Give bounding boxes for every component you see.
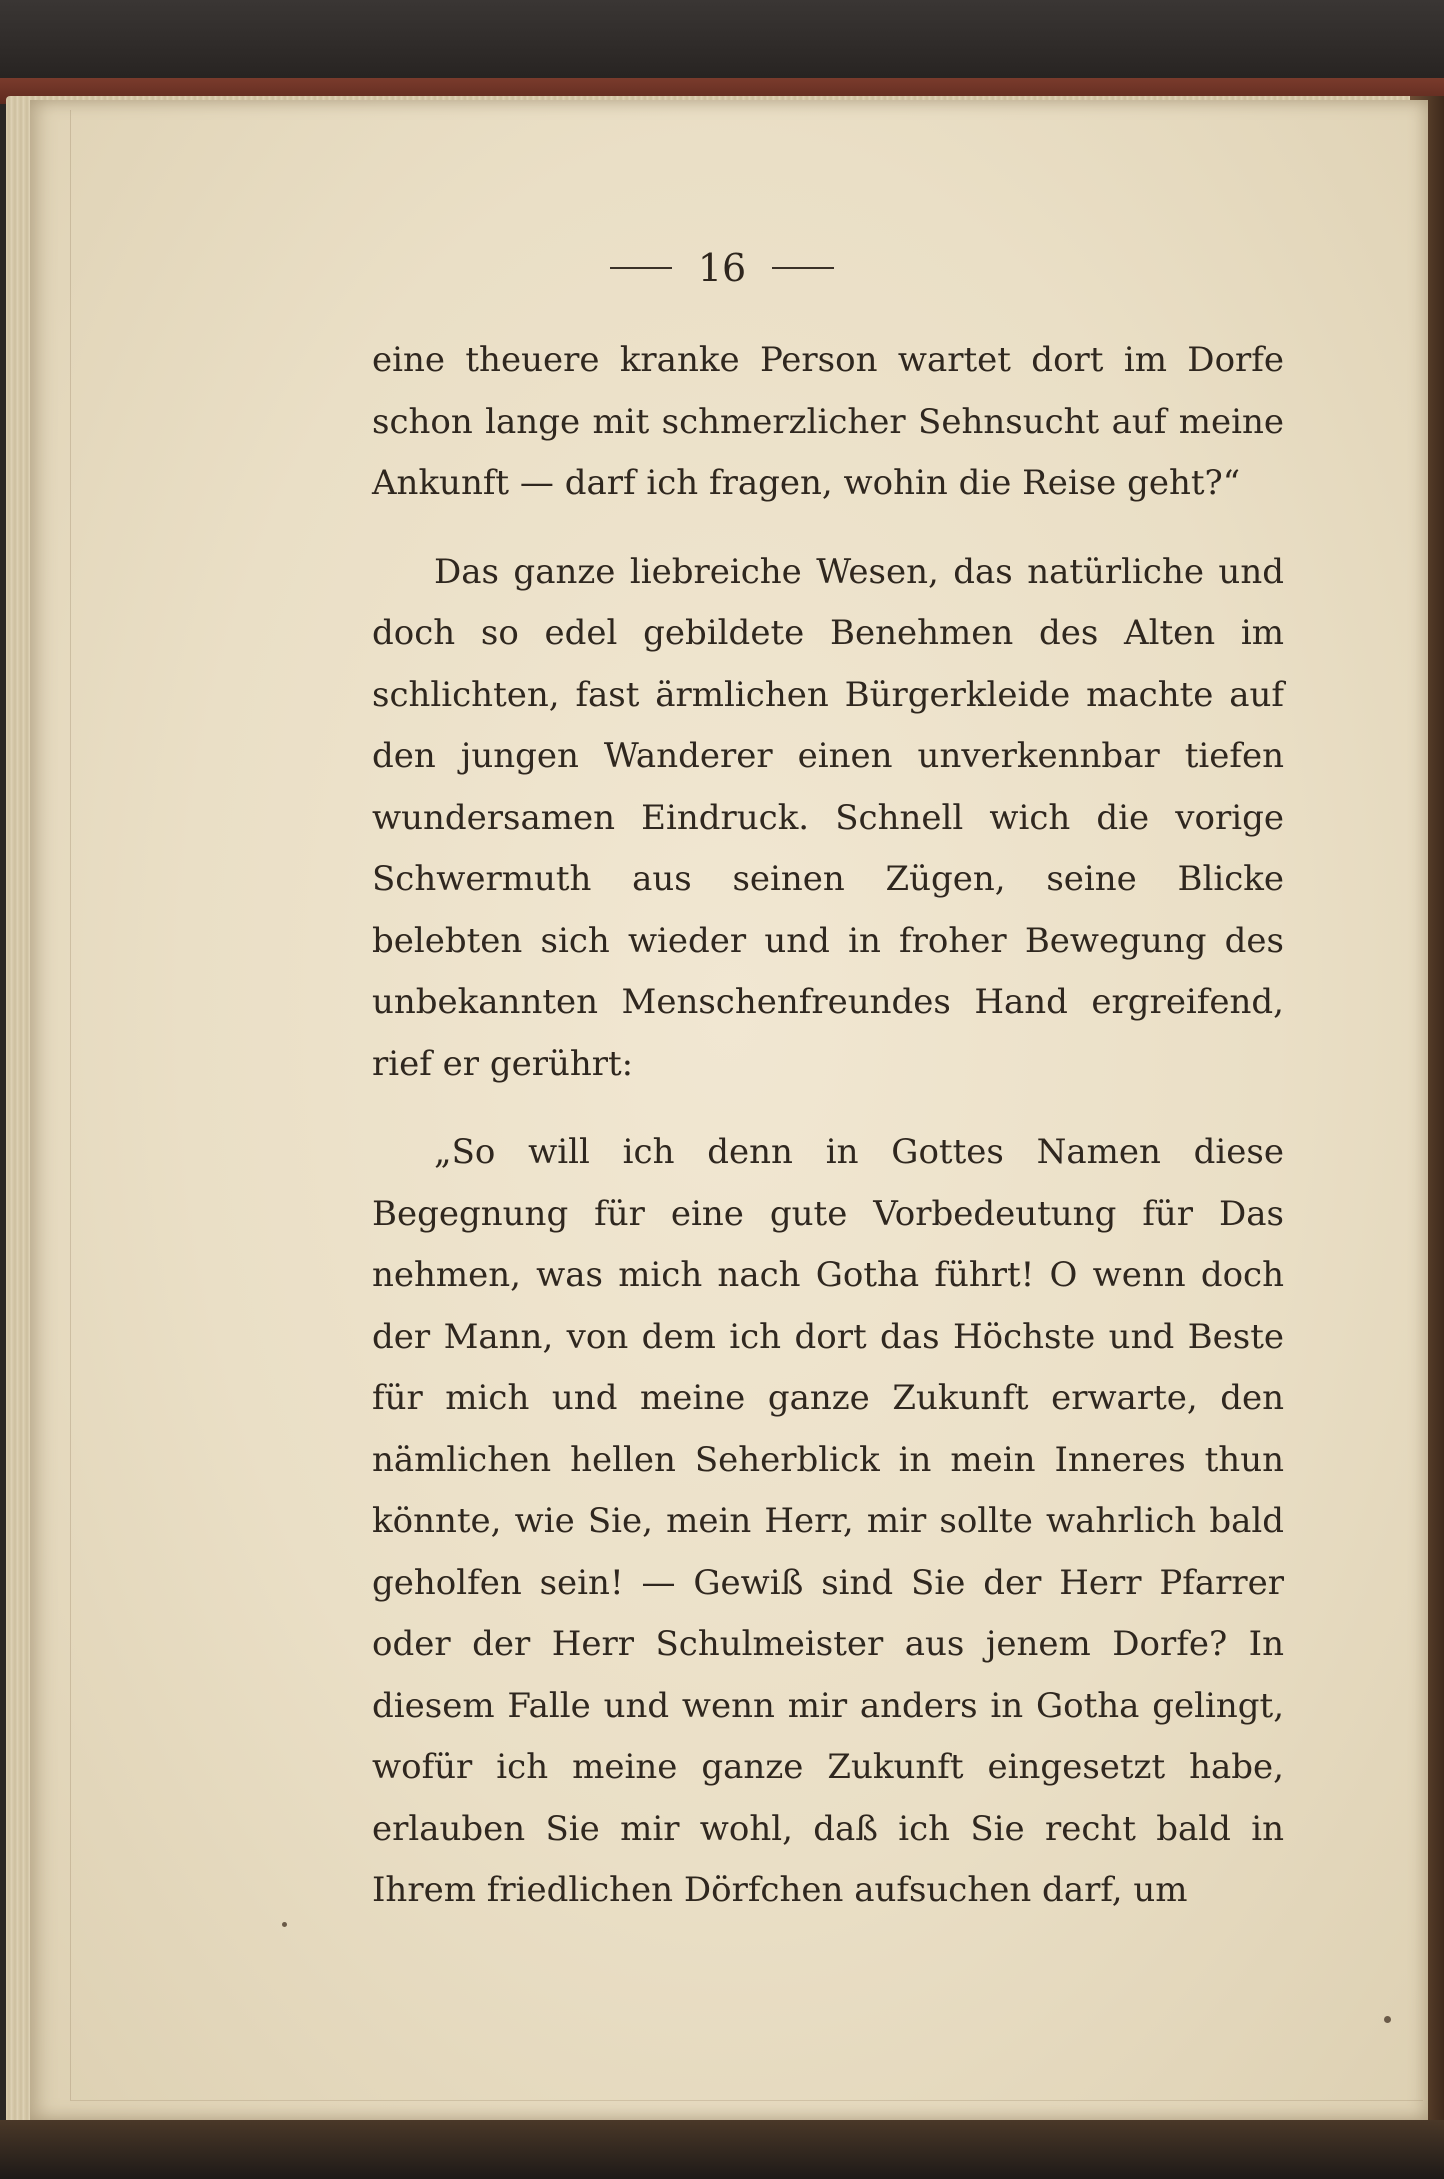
background-bottom — [0, 2120, 1444, 2179]
page-header — [0, 238, 1444, 298]
paper-speck — [282, 1922, 287, 1927]
body-text — [372, 330, 1284, 1922]
header-rule-left — [610, 267, 672, 269]
page-number: 16 — [697, 246, 747, 290]
paragraph-1: eine theuere kranke Person wartet dort im Dorfe schon lange mit schmerzlicher Sehnsucht auf meine Ankunft — darf ich fragen, wohin die Reise geht?“ — [372, 340, 1284, 503]
header-rule-right — [772, 267, 834, 269]
paragraph-3: „So will ich denn in Gottes Namen diese Begegnung für eine gute Vorbedeutung für Das nehmen, was mich nach Gotha führt! O wenn doch der Mann, von dem ich dort das Höchste und Beste für mich und meine ganze Zukunft erwarte, den nämlichen hellen Seherblick in mein Inneres thun könnte, wie Sie, mein Herr, mir sollte wahrlich bald geholfen sein! — Gewiß sind Sie der Herr Pfarrer oder der Herr Schulmeister aus jenem Dorfe? In diesem Falle und wenn mir anders in Gotha gelingt, wofür ich meine ganze Zukunft eingesetzt habe, erlauben Sie mir wohl, daß ich Sie recht bald in Ihrem friedlichen Dörfchen aufsuchen darf, um — [372, 1132, 1284, 1910]
paragraph-2: Das ganze liebreiche Wesen, das natürliche und doch so edel gebildete Benehmen des Alten im schlichten, fast ärmlichen Bürgerkleide machte auf den jungen Wanderer einen unverkennbar tiefen wundersamen Eindruck. Schnell wich die vorige Schwermuth aus seinen Zügen, seine Blicke belebten sich wieder und in froher Bewegung des unbekannten Menschenfreundes Hand ergreifend, rief er gerührt: — [372, 551, 1284, 1084]
paper-speck — [1384, 2016, 1391, 2023]
